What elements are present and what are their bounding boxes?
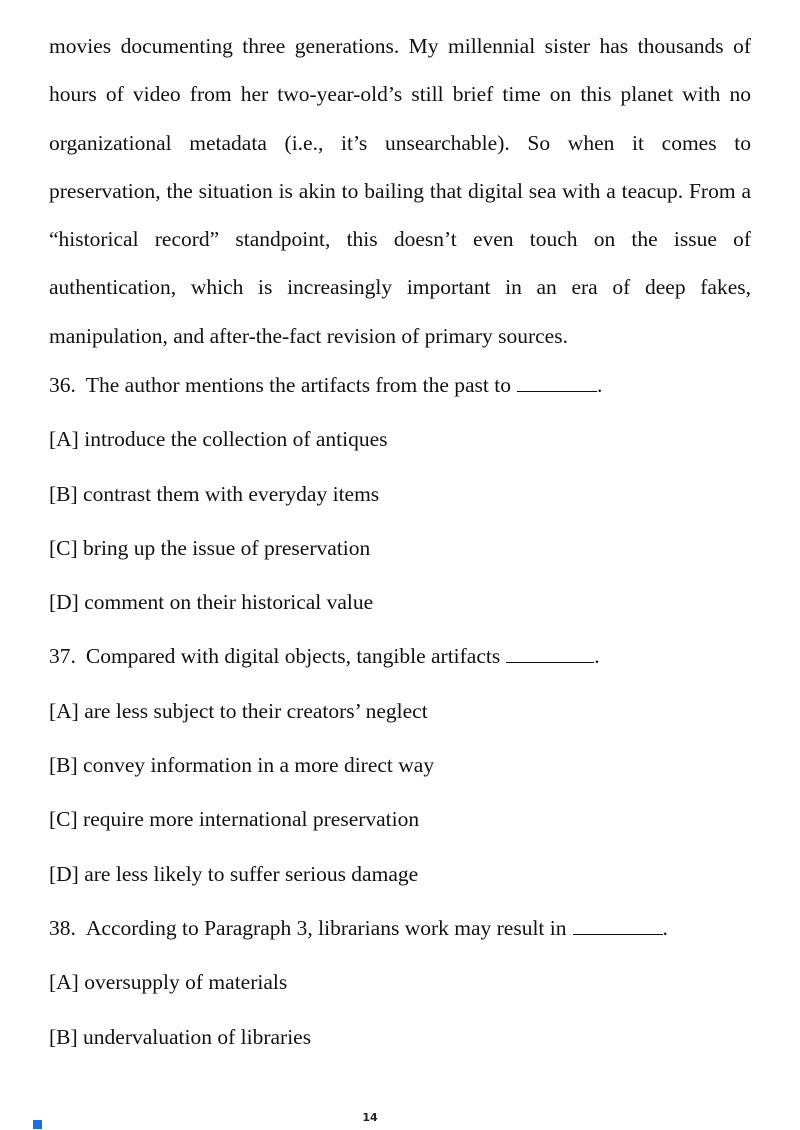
- answer-blank: [573, 916, 663, 935]
- corner-mark-icon: [33, 1120, 42, 1129]
- question-stem: According to Paragraph 3, librarians work may result in: [85, 915, 567, 940]
- option-b[interactable]: [B] convey information in a more direct way: [49, 753, 435, 778]
- option-b[interactable]: [B] undervaluation of libraries: [49, 1024, 312, 1049]
- question-list: [49, 358, 751, 1064]
- option-d[interactable]: [D] are less likely to suffer serious damage: [49, 861, 419, 886]
- answer-blank: [506, 644, 594, 663]
- answer-blank: [517, 373, 597, 392]
- option-b[interactable]: [B] contrast them with everyday items: [49, 481, 380, 506]
- question-stem-line: [49, 358, 751, 412]
- question-37: [49, 629, 751, 900]
- reading-passage: [49, 22, 751, 360]
- question-end-punctuation: .: [596, 373, 603, 397]
- option-c[interactable]: [C] require more international preservation: [49, 807, 420, 832]
- question-stem: Compared with digital objects, tangible artifacts: [85, 644, 501, 669]
- option-a[interactable]: [A] oversupply of materials: [49, 970, 288, 995]
- question-end-punctuation: .: [662, 915, 668, 940]
- question-stem-line: [49, 901, 751, 955]
- option-a[interactable]: [A] introduce the collection of antiques: [49, 427, 388, 452]
- question-number: 38.: [49, 915, 76, 940]
- question-number: 36.: [49, 373, 76, 397]
- question-stem-line: [49, 629, 751, 683]
- option-a[interactable]: [A] are less subject to their creators’ neglect: [49, 698, 428, 723]
- question-number: 37.: [49, 644, 76, 669]
- question-38: [49, 901, 751, 1064]
- question-end-punctuation: .: [594, 644, 600, 669]
- question-stem: The author mentions the artifacts from the past to: [85, 373, 511, 397]
- question-36: [49, 358, 751, 629]
- option-d[interactable]: [D] comment on their historical value: [49, 590, 374, 615]
- page-number: 14: [362, 1111, 378, 1124]
- option-c[interactable]: [C] bring up the issue of preservation: [49, 535, 371, 560]
- passage-paragraph: movies documenting three generations. My millennial sister has thousands of hours of video from her two-year-old’s still brief time on this planet with no organizational metadata (i.e., it’s unsearchable). So when it comes to preservation, the situation is akin to bailing that digital sea with a teacup. From a “historical record” standpoint, this doesn’t even touch on the issue of authentication, which is increasingly important in an era of deep fakes, manipulation, and after-the-fact revision of primary sources.: [49, 34, 751, 348]
